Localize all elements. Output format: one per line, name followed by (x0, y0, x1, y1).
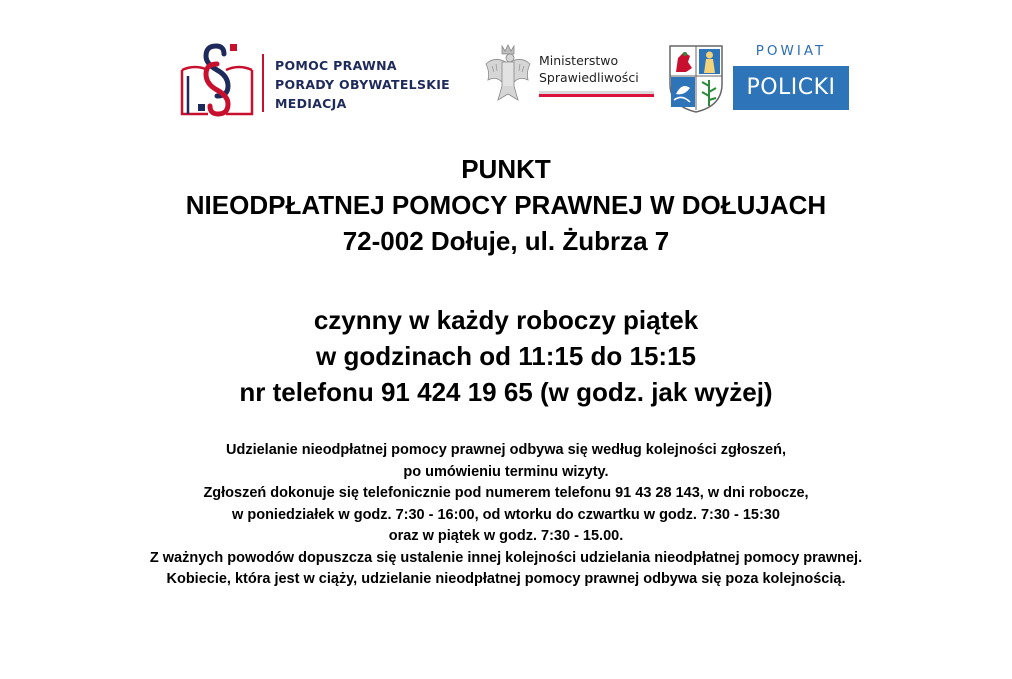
info-line: Zgłoszeń dokonuje się telefonicznie pod numerem telefonu 91 43 28 143, w dni robocze, (203, 485, 809, 501)
powiat-name-box (733, 66, 849, 110)
hours-line: czynny w każdy roboczy piątek (313, 305, 699, 335)
hours-line: w godzinach od 11:15 do 15:15 (316, 341, 696, 371)
info-line: oraz w piątek w godz. 7:30 - 15.00. (388, 528, 624, 544)
logo-line: Ministerstwo (539, 53, 619, 68)
logo-line: PORADY OBYWATELSKIE (275, 77, 451, 92)
info-line: po umówieniu terminu wizyty. (403, 463, 609, 480)
powiat-name: POLICKI (746, 75, 836, 100)
logo-line: Sprawiedliwości (539, 70, 639, 85)
pomoc-prawna-logo (178, 42, 478, 118)
info-line: Kobiecie, która jest w ciąży, udzielanie nieodpłatnej pomocy prawnej odbywa się poza kolejnością. (166, 571, 846, 587)
ministerstwo-logo (484, 42, 664, 108)
ministerstwo-name (539, 52, 639, 86)
info-line: w poniedziałek w godz. 7:30 - 16:00, od wtorku do czwartku w godz. 7:30 - 15:30 (232, 506, 780, 523)
pomoc-prawna-text (275, 56, 450, 113)
logo-bar (0, 38, 1012, 120)
heading-line: NIEODPŁATNEJ POMOCY PRAWNEJ W DOŁUJACH (185, 190, 827, 220)
paragraph-book-icon (178, 42, 256, 118)
coat-of-arms-icon (668, 44, 724, 114)
info-line: Udzielanie nieodpłatnej pomocy prawnej odbywa się według kolejności zgłoszeń, (226, 442, 786, 458)
heading-line: PUNKT (461, 154, 551, 184)
powiat-policki-logo (733, 42, 849, 112)
logo-divider (262, 54, 264, 112)
eagle-emblem-icon (484, 42, 532, 104)
flag-stripe-red (539, 94, 654, 97)
page-heading (0, 151, 1012, 259)
info-paragraph (0, 440, 1012, 591)
logo-line: POMOC PRAWNA (275, 58, 397, 73)
powiat-label: POWIAT (755, 43, 827, 59)
heading-line: 72-002 Dołuje, ul. Żubrza 7 (342, 226, 670, 256)
hours-line: nr telefonu 91 424 19 65 (w godz. jak wyżej) (239, 377, 773, 407)
info-line: Z ważnych powodów dopuszcza się ustalenie innej kolejności udzielania nieodpłatnej pomocy prawnej. (149, 549, 863, 566)
logo-line: MEDIACJA (275, 96, 347, 111)
opening-hours (0, 302, 1012, 410)
